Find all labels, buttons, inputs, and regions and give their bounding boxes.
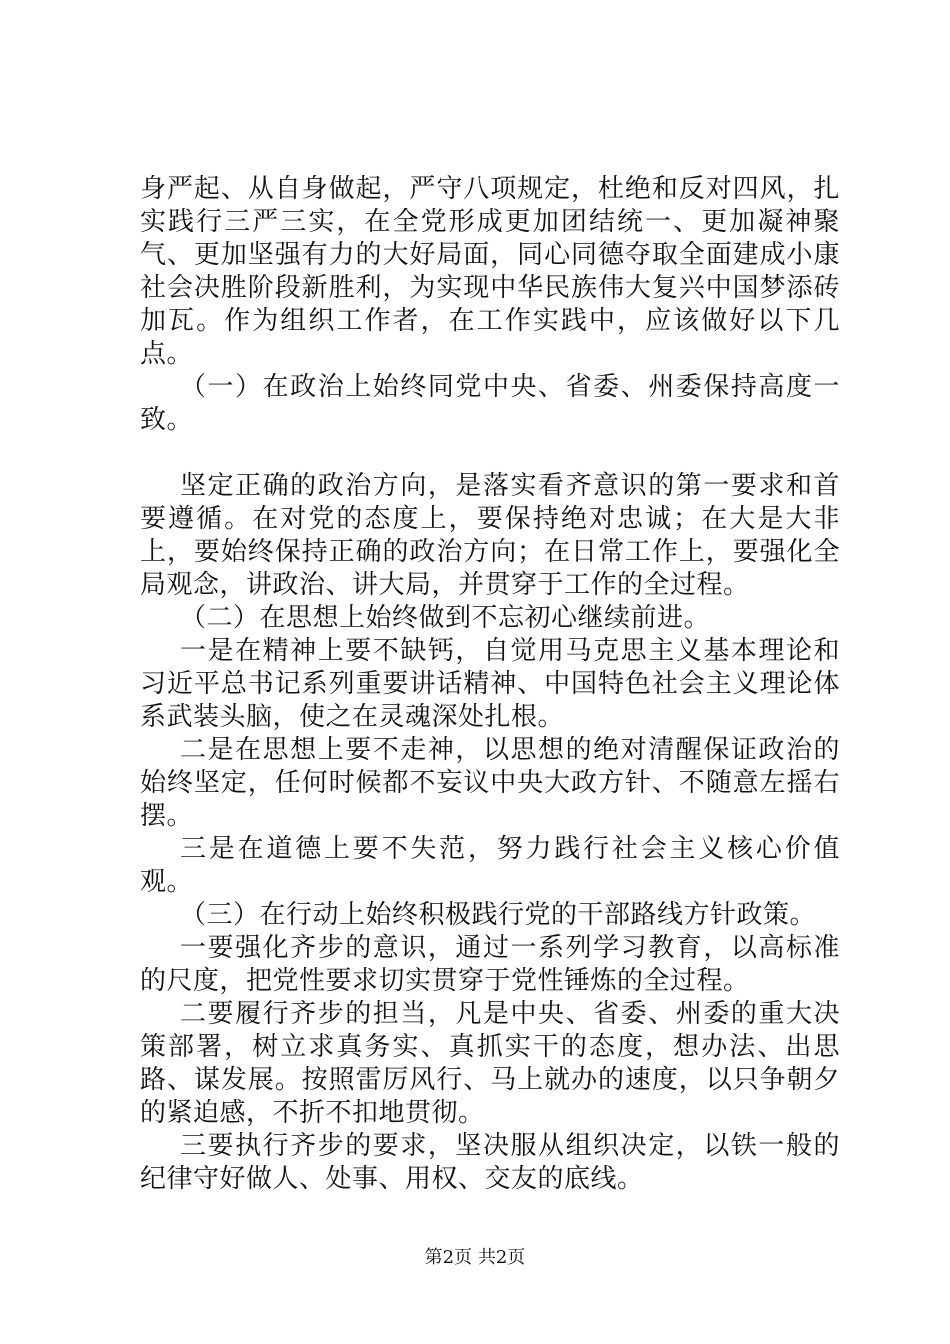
paragraph-action-three: 三要执行齐步的要求，坚决服从组织决定，以铁一般的纪律守好做人、处事、用权、交友的底线。	[140, 1131, 840, 1194]
section-heading-three: （三）在行动上始终积极践行党的干部路线方针政策。	[180, 900, 817, 930]
page-number-footer: 第2页 共2页	[424, 1247, 526, 1268]
paragraph-point-three-morality: 三是在道德上要不失范，努力践行社会主义核心价值观。	[140, 834, 840, 897]
paragraph-intro-continued: 身严起、从自身做起，严守八项规定，杜绝和反对四风，扎实践行三严三实，在全党形成更加团结统一、更加凝神聚气、更加坚强有力的大好局面，同心同德夺取全面建成小康社会决胜阶段新胜利，为实现中华民族伟大复兴中国梦添砖加瓦。作为组织工作者，在工作实践中，应该做好以下几点。	[140, 174, 840, 369]
paragraph-point-two-thought: 二是在思想上要不走神，以思想的绝对清醒保证政治的始终坚定，任何时候都不妄议中央大政方针、不随意左摇右摆。	[140, 735, 840, 831]
paragraph-action-two: 二要履行齐步的担当，凡是中央、省委、州委的重大决策部署，树立求真务实、真抓实干的态度，想办法、出思路、谋发展。按照雷厉风行、马上就办的速度，以只争朝夕的紧迫感，不折不扣地贯彻。	[140, 999, 840, 1128]
section-heading-two: （二）在思想上始终做到不忘初心继续前进。	[180, 603, 711, 633]
document-body	[140, 173, 840, 1196]
paragraph-political-direction: 坚定正确的政治方向，是落实看齐意识的第一要求和首要遵循。在对党的态度上，要保持绝对忠诚；在大是大非上，要始终保持正确的政治方向；在日常工作上，要强化全局观念，讲政治、讲大局，并贯穿于工作的全过程。	[140, 471, 840, 600]
section-heading-one: （一）在政治上始终同党中央、省委、州委保持高度一致。	[140, 372, 840, 435]
paragraph-action-one: 一要强化齐步的意识，通过一系列学习教育，以高标准的尺度，把党性要求切实贯穿于党性锤炼的全过程。	[140, 933, 840, 996]
paragraph-point-one-spirit: 一是在精神上要不缺钙，自觉用马克思主义基本理论和习近平总书记系列重要讲话精神、中国特色社会主义理论体系武装头脑，使之在灵魂深处扎根。	[140, 636, 840, 732]
